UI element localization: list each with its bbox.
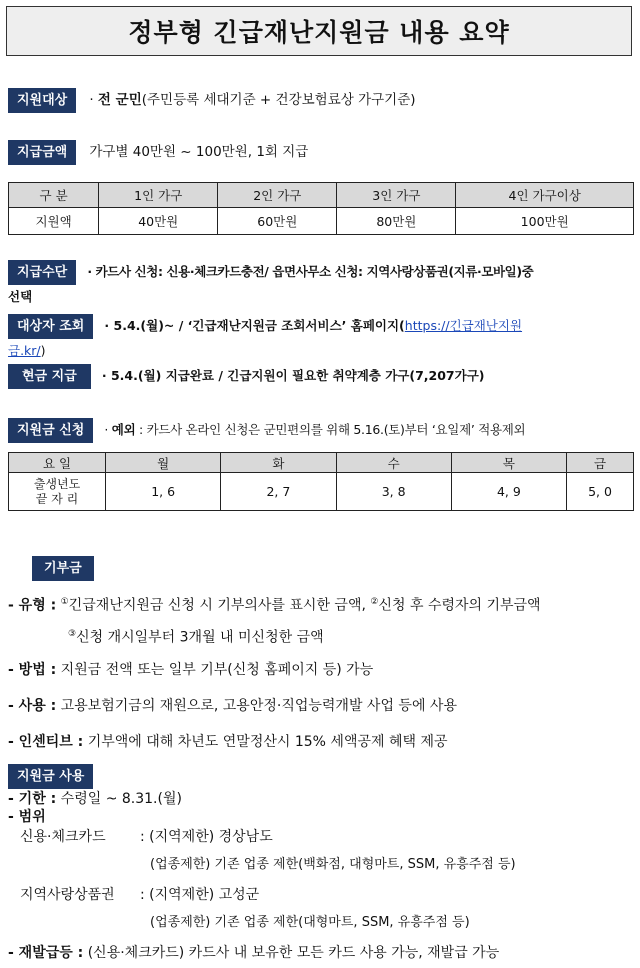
amount-table (8, 182, 634, 235)
apply-cell: 2, 7 (221, 473, 336, 511)
amount-table-header (9, 183, 634, 208)
usage-voucher-name: 지역사랑상품권 (20, 887, 115, 903)
usage-card-region: : (지역제한) 경상남도 (140, 829, 273, 845)
donation-label: 기부금 (32, 556, 94, 581)
apply-bold: 예외 (111, 422, 136, 437)
donation-n2: ② (370, 597, 379, 607)
apply-header-cell: 화 (221, 453, 336, 473)
apply-prefix: · (104, 422, 109, 437)
amount-header-cell: 3인 가구 (337, 183, 456, 208)
usage-reissue (8, 942, 499, 964)
usage-section (8, 764, 93, 789)
target-text: (주민등록 세대기준 + 건강보험료상 가구기준) (141, 92, 416, 108)
donation-incentive-text: 기부액에 대해 차년도 연말정산시 15% 세액공제 혜택 제공 (87, 734, 448, 750)
target-label: 지원대상 (8, 88, 76, 113)
donation-type-head: - 유형 : (8, 597, 57, 614)
usage-reissue-text: (신용·체크카드) 카드사 내 보유한 모든 카드 사용 가능, 재발급 가능 (87, 945, 500, 961)
apply-header-cell: 금 (567, 453, 634, 473)
amount-header-cell: 구 분 (9, 183, 99, 208)
amount-cell: 60만원 (218, 208, 337, 235)
target-prefix: · (89, 92, 94, 108)
apply-header-cell: 월 (106, 453, 221, 473)
apply-header-cell: 수 (336, 453, 451, 473)
usage-label: 지원금 사용 (8, 764, 93, 789)
amount-text: 가구별 40만원 ~ 100만원, 1회 지급 (89, 144, 309, 160)
amount-cell: 100만원 (456, 208, 634, 235)
apply-row-label (9, 473, 106, 511)
lookup-text: · 5.4.(월)~ / ‘긴급재난지원금 조회서비스’ 홈페이지( (104, 318, 405, 333)
lookup-label: 대상자 조회 (8, 314, 93, 339)
usage-scope-head: - 범위 (8, 809, 46, 825)
apply-table-header (9, 453, 634, 473)
apply-cell: 1, 6 (106, 473, 221, 511)
donation-use-head: - 사용 : (8, 698, 57, 714)
donation-method (8, 659, 373, 681)
usage-card-biz: (업종제한) 기존 업종 제한(백화점, 대형마트, SSM, 유흥주점 등) (150, 857, 516, 872)
means-section (8, 260, 636, 305)
means-line1: · 카드사 신청: 신용·체크카드충전/ 읍면사무소 신청: 지역사랑상품권(지류·모바일)중 (87, 264, 534, 279)
donation-use (8, 695, 457, 717)
apply-header-cell: 목 (451, 453, 566, 473)
cash-label: 현금 지급 (8, 364, 91, 389)
usage-voucher-region: : (지역제한) 고성군 (140, 887, 260, 903)
apply-table-row (9, 473, 634, 511)
apply-header-cell: 요 일 (9, 453, 106, 473)
amount-cell: 40만원 (99, 208, 218, 235)
amount-header-cell: 1인 가구 (99, 183, 218, 208)
donation-n1: ① (60, 597, 69, 607)
amount-cell: 지원액 (9, 208, 99, 235)
amount-header-cell: 2인 가구 (218, 183, 337, 208)
usage-voucher-biz: (업종제한) 기존 업종 제한(대형마트, SSM, 유흥주점 등) (150, 915, 470, 930)
donation-type-2: 신청 후 수령자의 기부금액 (378, 597, 541, 614)
target-bold: 전 군민 (97, 92, 142, 108)
usage-reissue-head: - 재발급등 : (8, 945, 84, 961)
cash-text: · 5.4.(월) 지급완료 / 긴급지원이 필요한 취약계층 가구(7,207가구) (101, 368, 485, 383)
apply-section (8, 418, 525, 443)
apply-cell: 4, 9 (451, 473, 566, 511)
apply-row-label-1: 출생년도 (33, 476, 81, 491)
amount-section (8, 140, 308, 165)
amount-table-row (9, 208, 634, 235)
apply-row-label-2: 끝 자 리 (35, 491, 79, 506)
donation-type-line2 (68, 623, 324, 649)
donation-incentive-head: - 인센티브 : (8, 734, 84, 750)
means-line2: 선택 (8, 289, 33, 304)
usage-period-text: 수령일 ~ 8.31.(월) (60, 791, 182, 807)
apply-text: : 카드사 온라인 신청은 군민편의를 위해 5.16.(토)부터 ‘요일제’ 적용제외 (139, 422, 526, 437)
amount-cell: 80만원 (337, 208, 456, 235)
apply-cell: 5, 0 (567, 473, 634, 511)
amount-label: 지급금액 (8, 140, 76, 165)
donation-method-text: 지원금 전액 또는 일부 기부(신청 홈페이지 등) 가능 (60, 662, 374, 678)
donation-incentive (8, 731, 448, 753)
apply-cell: 3, 8 (336, 473, 451, 511)
donation-n3: ③ (68, 629, 77, 639)
apply-table (8, 452, 634, 511)
donation-method-head: - 방법 : (8, 662, 57, 678)
usage-period-head: - 기한 : (8, 791, 57, 807)
cash-section (8, 364, 485, 389)
donation-type-line1 (8, 591, 541, 617)
lookup-link-cont[interactable]: 금.kr/ (8, 343, 41, 358)
target-section (8, 88, 416, 113)
page-title: 정부형 긴급재난지원금 내용 요약 (6, 6, 632, 56)
amount-header-cell: 4인 가구이상 (456, 183, 634, 208)
lookup-section (8, 314, 638, 359)
means-label: 지급수단 (8, 260, 76, 285)
donation-section (32, 556, 94, 581)
lookup-close: ) (40, 343, 46, 358)
donation-use-text: 고용보험기금의 재원으로, 고용안정·직업능력개발 사업 등에 사용 (60, 698, 457, 714)
usage-card-name: 신용·체크카드 (20, 829, 106, 845)
donation-type-1: 긴급재난지원금 신청 시 기부의사를 표시한 금액, (68, 597, 366, 614)
apply-label: 지원금 신청 (8, 418, 93, 443)
lookup-link[interactable]: https://긴급재난지원 (404, 318, 523, 333)
donation-type-3: 신청 개시일부터 3개월 내 미신청한 금액 (76, 629, 324, 646)
